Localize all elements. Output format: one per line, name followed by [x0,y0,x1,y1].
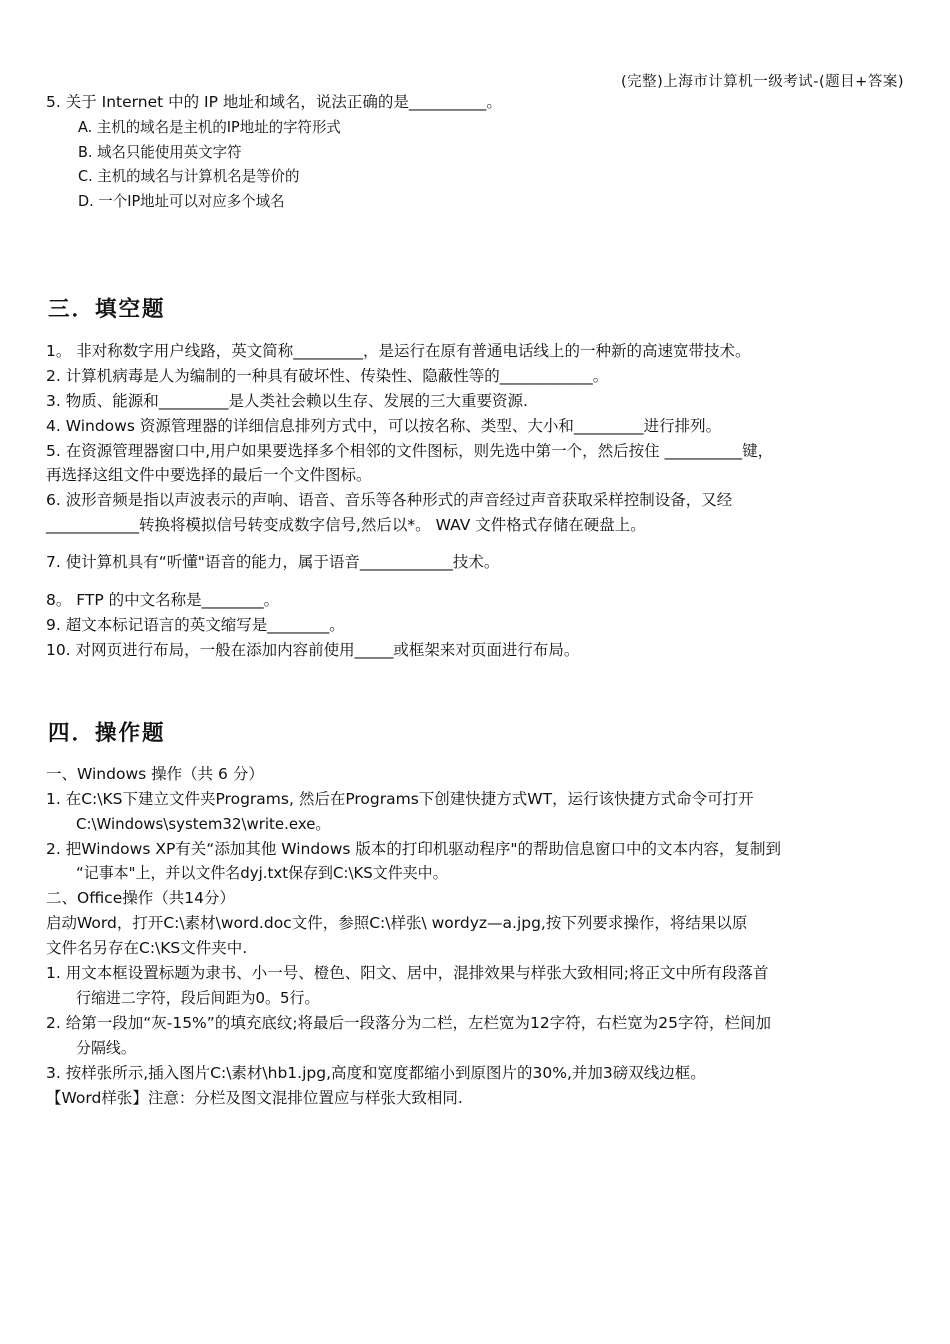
fill-blank-7: 7. 使计算机具有“听懂"语音的能力，属于语音____________技术。 [46,553,500,571]
fill-blank-6-cont: ____________转换将模拟信号转变成数字信号,然后以*。 WAV 文件格式存储在硬盘上。 [46,516,646,534]
fill-blank-5: 5. 在资源管理器窗口中,用户如果要选择多个相邻的文件图标，则先选中第一个，然后按住 __________键， [46,442,774,460]
windows-task-1-cont: C:\Windows\system32\write.exe。 [76,815,331,833]
option-d: D. 一个IP地址可以对应多个域名 [78,192,285,210]
page-header: (完整)上海市计算机一级考试-(题目+答案) [620,74,904,90]
office-intro: 启动Word，打开C:\素材\word.doc文件，参照C:\样张\ wordyz—a.jpg,按下列要求操作，将结果以原 [46,914,748,932]
windows-task-2: 2. 把Windows XP有关“添加其他 Windows 版本的打印机驱动程序"的帮助信息窗口中的文本内容，复制到 [46,840,782,858]
fill-blank-10: 10. 对网页进行布局，一般在添加内容前使用_____或框架来对页面进行布局。 [46,641,580,659]
option-c: C. 主机的域名与计算机名是等价的 [78,167,300,185]
section-4-title: 四．操作题 [48,721,166,746]
word-sample-note: 【Word样张】注意：分栏及图文混排位置应与样张大致相同. [46,1089,463,1107]
fill-blank-9: 9. 超文本标记语言的英文缩写是________。 [46,616,345,634]
fill-blank-3: 3. 物质、能源和_________是人类社会赖以生存、发展的三大重要资源. [46,392,528,410]
windows-ops-heading: 一、Windows 操作（共 6 分） [46,765,264,783]
option-a: A. 主机的域名是主机的IP地址的字符形式 [78,118,341,136]
fill-blank-5-cont: 再选择这组文件中要选择的最后一个文件图标。 [46,466,372,484]
windows-task-1: 1. 在C:\KS下建立文件夹Programs, 然后在Programs下创建快捷方式WT，运行该快捷方式命令可打开 [46,790,754,808]
office-task-1: 1. 用文本框设置标题为隶书、小一号、橙色、阳文、居中，混排效果与样张大致相同;将正文中所有段落首 [46,964,769,982]
fill-blank-6: 6. 波形音频是指以声波表示的声响、语音、音乐等各种形式的声音经过声音获取采样控制设备，又经 [46,491,733,509]
office-intro-cont: 文件名另存在C:\KS文件夹中. [46,939,248,957]
office-task-2: 2. 给第一段加“灰-15%”的填充底纹;将最后一段落分为二栏，左栏宽为12字符，右栏宽为25字符，栏间加 [46,1014,771,1032]
office-task-1-cont: 行缩进二字符，段后间距为0。5行。 [76,989,320,1007]
office-task-2-cont: 分隔线。 [76,1039,136,1057]
question-5-stem: 5. 关于 Internet 中的 IP 地址和域名，说法正确的是__________。 [46,93,502,111]
office-task-3: 3. 按样张所示,插入图片C:\素材\hb1.jpg,高度和宽度都缩小到原图片的30%,并加3磅双线边框。 [46,1064,706,1082]
fill-blank-4: 4. Windows 资源管理器的详细信息排列方式中，可以按名称、类型、大小和_________进行排列。 [46,417,722,435]
option-b: B. 域名只能使用英文字符 [78,143,242,161]
section-3-title: 三．填空题 [48,297,166,322]
office-ops-heading: 二、Office操作（共14分） [46,889,235,907]
fill-blank-1: 1。 非对称数字用户线路，英文简称_________，是运行在原有普通电话线上的一种新的高速宽带技术。 [46,342,751,360]
fill-blank-2: 2. 计算机病毒是人为编制的一种具有破坏性、传染性、隐蔽性等的____________。 [46,367,609,385]
fill-blank-8: 8。 FTP 的中文名称是________。 [46,591,280,609]
windows-task-2-cont: “记事本"上，并以文件名dyj.txt保存到C:\KS文件夹中。 [76,864,448,882]
